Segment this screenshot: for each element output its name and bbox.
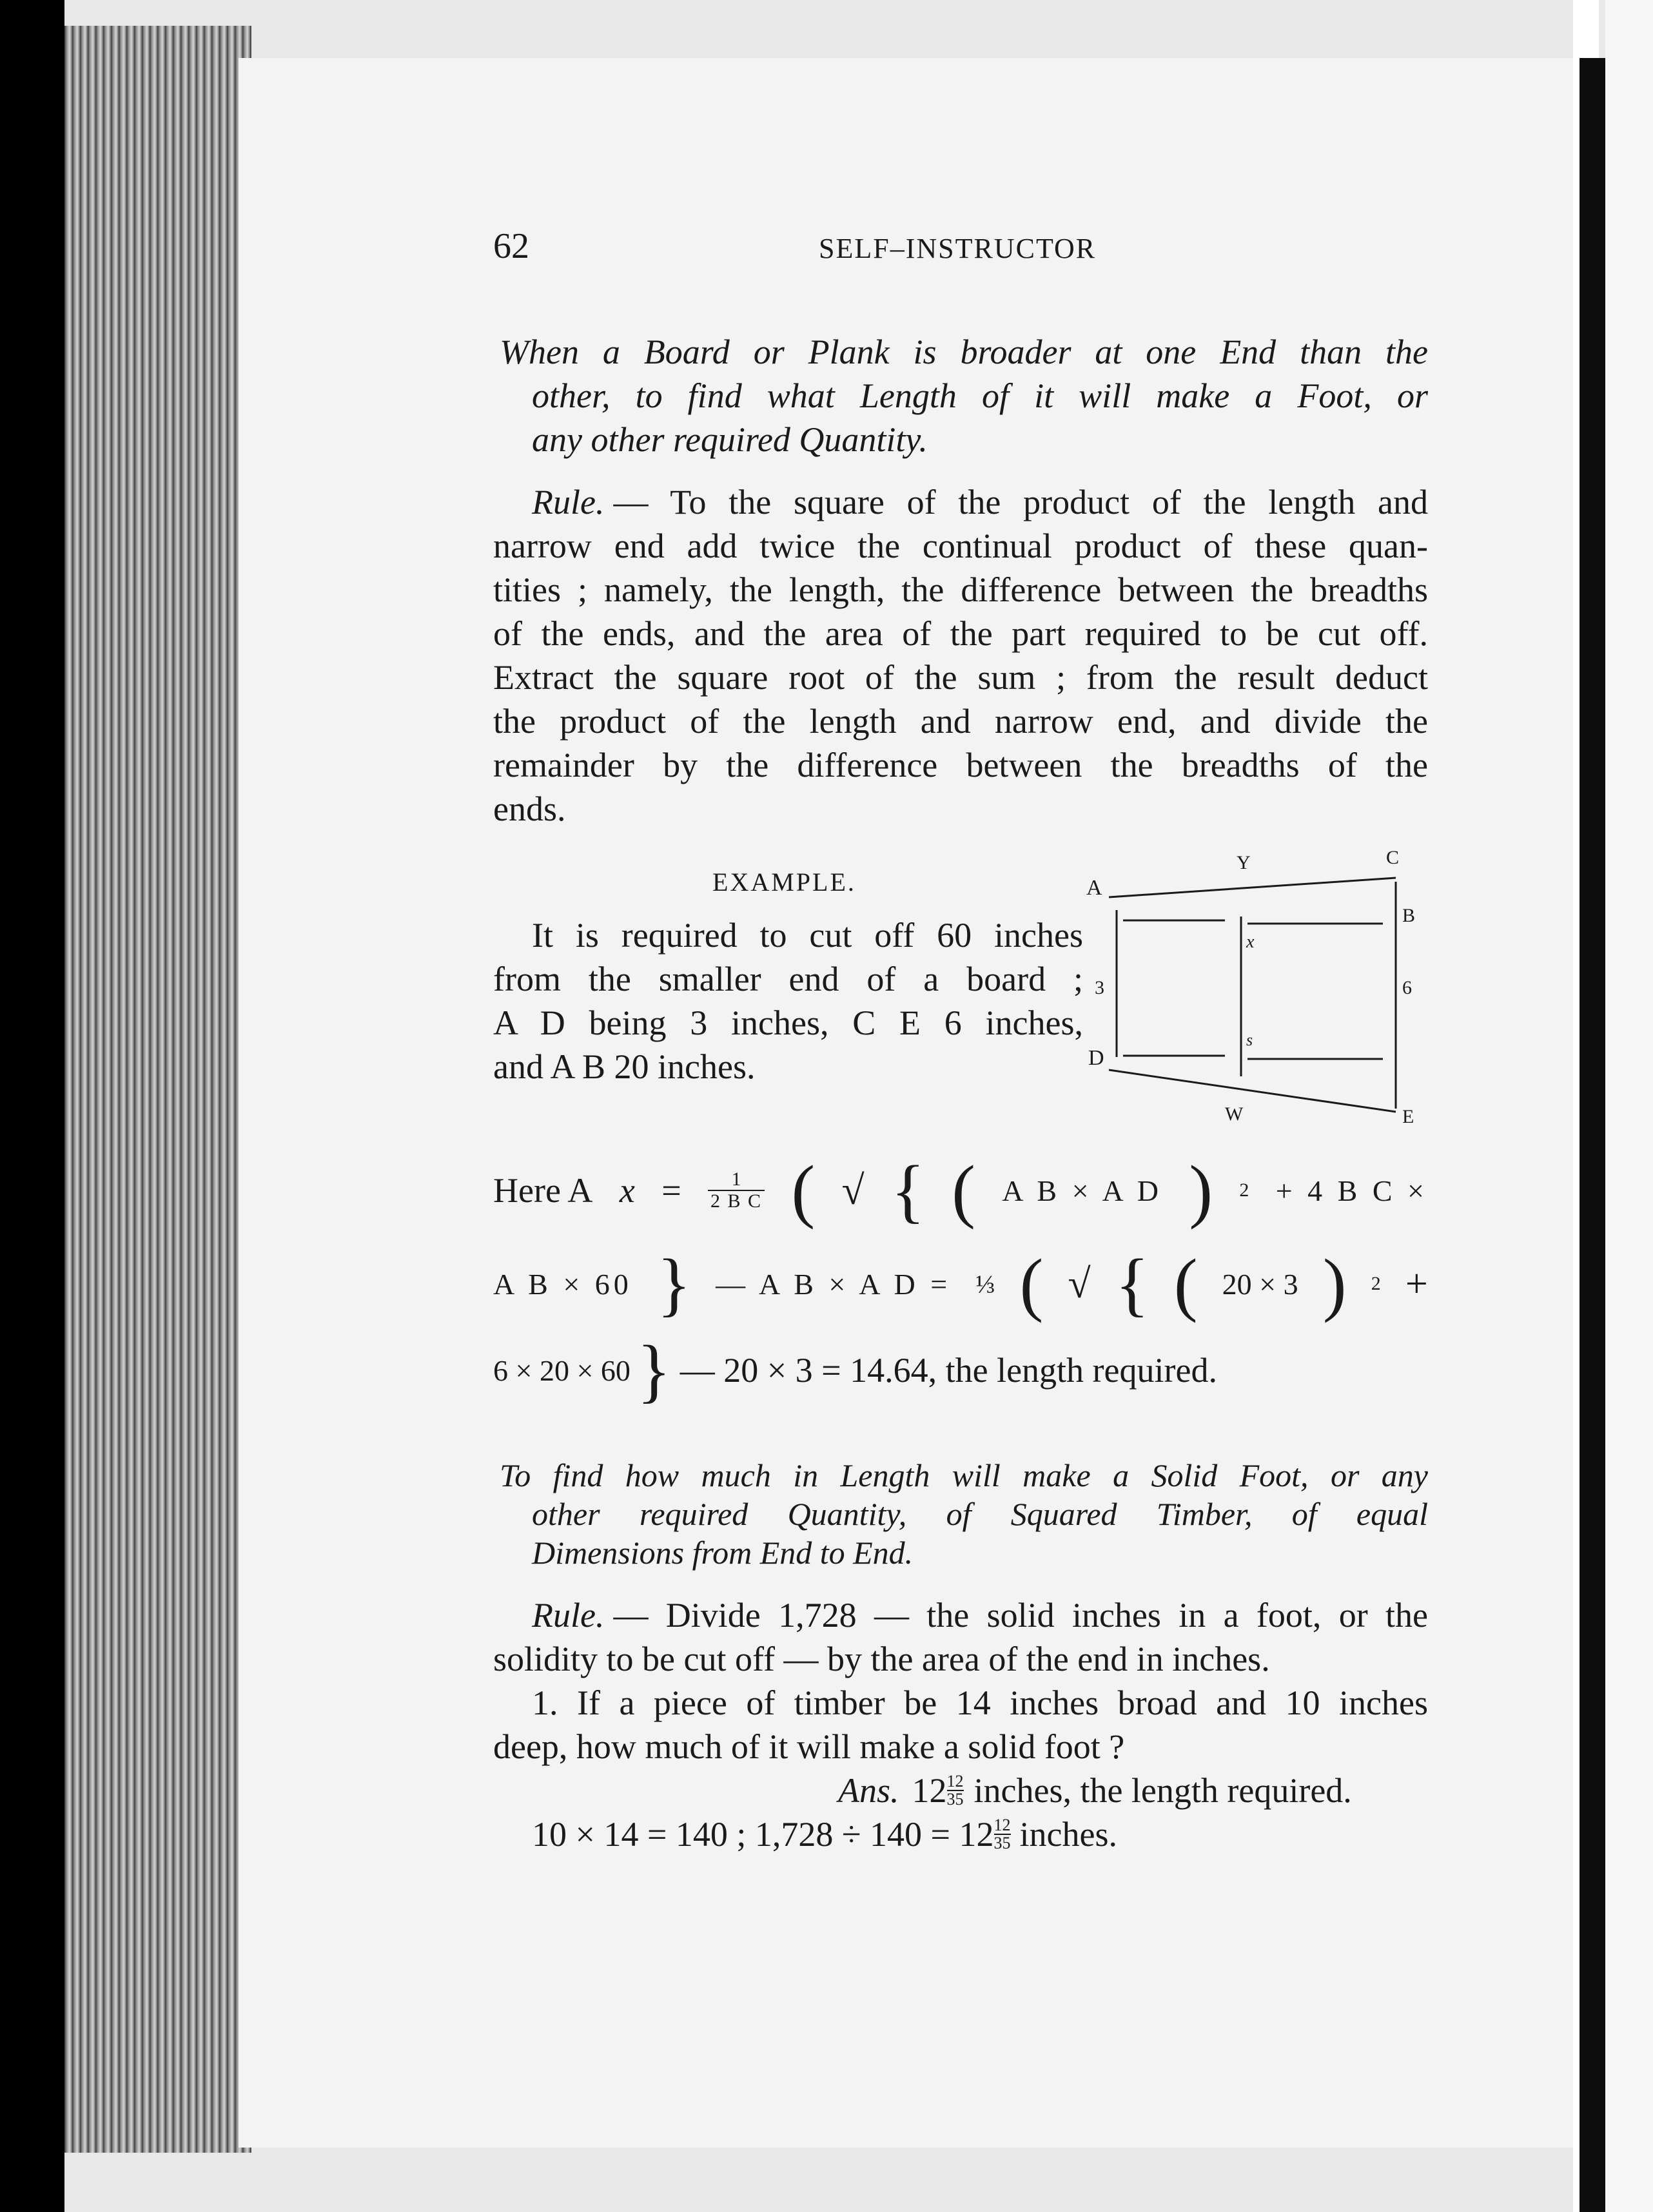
- formula-ab-60: A B × 60: [493, 1267, 632, 1301]
- board-top-edge: [1109, 878, 1396, 897]
- problem-line1: 1. If a piece of timber be 14 inches broad and 10 inches: [532, 1683, 1428, 1722]
- example-line3: A D being 3 inches, C E 6 inches,: [493, 1004, 1083, 1042]
- formula-here: Here A: [493, 1171, 593, 1210]
- label-D: D: [1088, 1046, 1104, 1070]
- work-fraction-den: 35: [993, 1834, 1011, 1852]
- answer-label: Ans.: [838, 1771, 899, 1810]
- answer-rest: inches, the length required.: [973, 1771, 1352, 1810]
- label-s: s: [1246, 1031, 1253, 1049]
- work-fraction-num: 12: [993, 1816, 1011, 1834]
- formula-line1: [493, 1151, 1428, 1230]
- rule2-label: Rule.: [532, 1596, 605, 1635]
- board-bottom-edge: [1109, 1070, 1396, 1112]
- section1-heading-line1: When a Board or Plank is broader at one End than the: [500, 333, 1428, 371]
- section1-heading-line3: any other required Quantity.: [532, 420, 928, 459]
- section1-heading-line2: other, to find what Length of it will make a Foot, or: [532, 376, 1428, 415]
- label-C: C: [1386, 847, 1400, 868]
- brace-open-2: {: [1115, 1245, 1149, 1323]
- rule1-line6: the product of the length and narrow end, and divide the: [493, 702, 1428, 741]
- rule1-line7: remainder by the difference between the breadths of the: [493, 746, 1428, 784]
- answer-fraction: [947, 1773, 964, 1808]
- rule1-line4: of the ends, and the area of the part required to be cut off.: [493, 614, 1428, 653]
- example-line4: and A B 20 inches.: [493, 1047, 756, 1086]
- example-line2: from the smaller end of a board ;: [493, 960, 1083, 998]
- paren-inner-close: ): [1189, 1151, 1213, 1230]
- label-A: A: [1086, 876, 1102, 900]
- work-fraction: [994, 1817, 1011, 1852]
- paren-inner-open: (: [952, 1151, 975, 1230]
- rule2-line1: [532, 1595, 1428, 1635]
- formula-fraction: [708, 1169, 765, 1212]
- exponent-2b: 2: [1371, 1273, 1381, 1294]
- work-rest: inches.: [1019, 1815, 1117, 1854]
- paren-inner-open-2: (: [1173, 1245, 1198, 1323]
- exponent-2: 2: [1239, 1179, 1249, 1201]
- formula-result: — 20 × 3 = 14.64, the length required.: [680, 1351, 1217, 1390]
- label-E: E: [1402, 1106, 1414, 1127]
- formula-6x20x60: 6 × 20 × 60: [493, 1353, 631, 1387]
- rule1-line3: tities ; namely, the length, the difference between the breadths: [493, 570, 1428, 609]
- section2-heading-line1: To find how much in Length will make a Solid Foot, or any: [500, 1457, 1428, 1493]
- formula-x: x: [619, 1171, 635, 1210]
- example-line1: It is required to cut off 60 inches: [532, 916, 1083, 955]
- example-title: EXAMPLE.: [712, 868, 856, 897]
- formula-ab-ad: A B × A D: [1002, 1174, 1162, 1207]
- paren-open: (: [791, 1151, 816, 1230]
- label-6: 6: [1402, 977, 1412, 998]
- rule1-line1-text: — To the square of the product of the length and: [613, 483, 1428, 521]
- label-Y: Y: [1237, 852, 1251, 873]
- rule2-line2: solidity to be cut off — by the area of the end in inches.: [493, 1640, 1270, 1678]
- formula-plus: +: [1405, 1261, 1428, 1306]
- brace-open: {: [891, 1151, 925, 1230]
- formula-equals: =: [661, 1171, 681, 1210]
- work-line: [532, 1814, 1117, 1854]
- problem-line2: deep, how much of it will make a solid foot ?: [493, 1727, 1125, 1766]
- work-text: 10 × 14 = 140 ; 1,728 ÷ 140 = 12: [532, 1815, 994, 1854]
- page-edges: [64, 26, 251, 2153]
- facing-page-edge: [1605, 0, 1653, 2212]
- answer-fraction-num: 12: [946, 1772, 964, 1790]
- rule1-line5: Extract the square root of the sum ; from the result deduct: [493, 658, 1428, 697]
- paren-open-2: (: [1019, 1245, 1044, 1323]
- running-title: SELF–INSTRUCTOR: [819, 233, 1097, 264]
- rule2-line1-text: — Divide 1,728 — the solid inches in a foot, or the: [613, 1596, 1428, 1635]
- label-3: 3: [1095, 977, 1104, 998]
- answer-fraction-den: 35: [946, 1790, 964, 1809]
- formula-minus-ab-ad: — A B × A D =: [716, 1267, 952, 1301]
- page-number: 62: [493, 226, 529, 266]
- formula-20x3: 20 × 3: [1222, 1267, 1298, 1301]
- answer-whole: 12: [912, 1771, 947, 1810]
- fraction-numerator: 1: [708, 1169, 765, 1191]
- fraction-denominator: 2 B C: [710, 1190, 763, 1212]
- formula-line3: [493, 1331, 1217, 1410]
- answer-line: [838, 1771, 1352, 1810]
- label-B: B: [1402, 905, 1416, 926]
- paren-inner-close-2: ): [1322, 1245, 1347, 1323]
- rule1-line8: ends.: [493, 790, 566, 828]
- board-diagram: [1070, 838, 1431, 1134]
- section2-heading-line3: Dimensions from End to End.: [532, 1535, 914, 1571]
- formula-plus-4bc: + 4 B C ×: [1275, 1174, 1428, 1207]
- brace-close: }: [657, 1245, 691, 1323]
- rule1-label: Rule.: [532, 483, 605, 521]
- rule1-line2: narrow end add twice the continual product of these quan-: [493, 527, 1428, 565]
- label-W: W: [1225, 1103, 1244, 1125]
- label-x: x: [1246, 932, 1255, 952]
- sqrt-symbol-2: √: [1068, 1261, 1091, 1306]
- brace-close-2: }: [636, 1331, 671, 1410]
- formula-third: ⅓: [975, 1269, 995, 1299]
- section2-heading-line2: other required Quantity, of Squared Timber, of equal: [532, 1496, 1428, 1532]
- sqrt-symbol: √: [841, 1167, 865, 1213]
- rule1-line1: [532, 482, 1428, 522]
- formula-line2: [493, 1245, 1428, 1323]
